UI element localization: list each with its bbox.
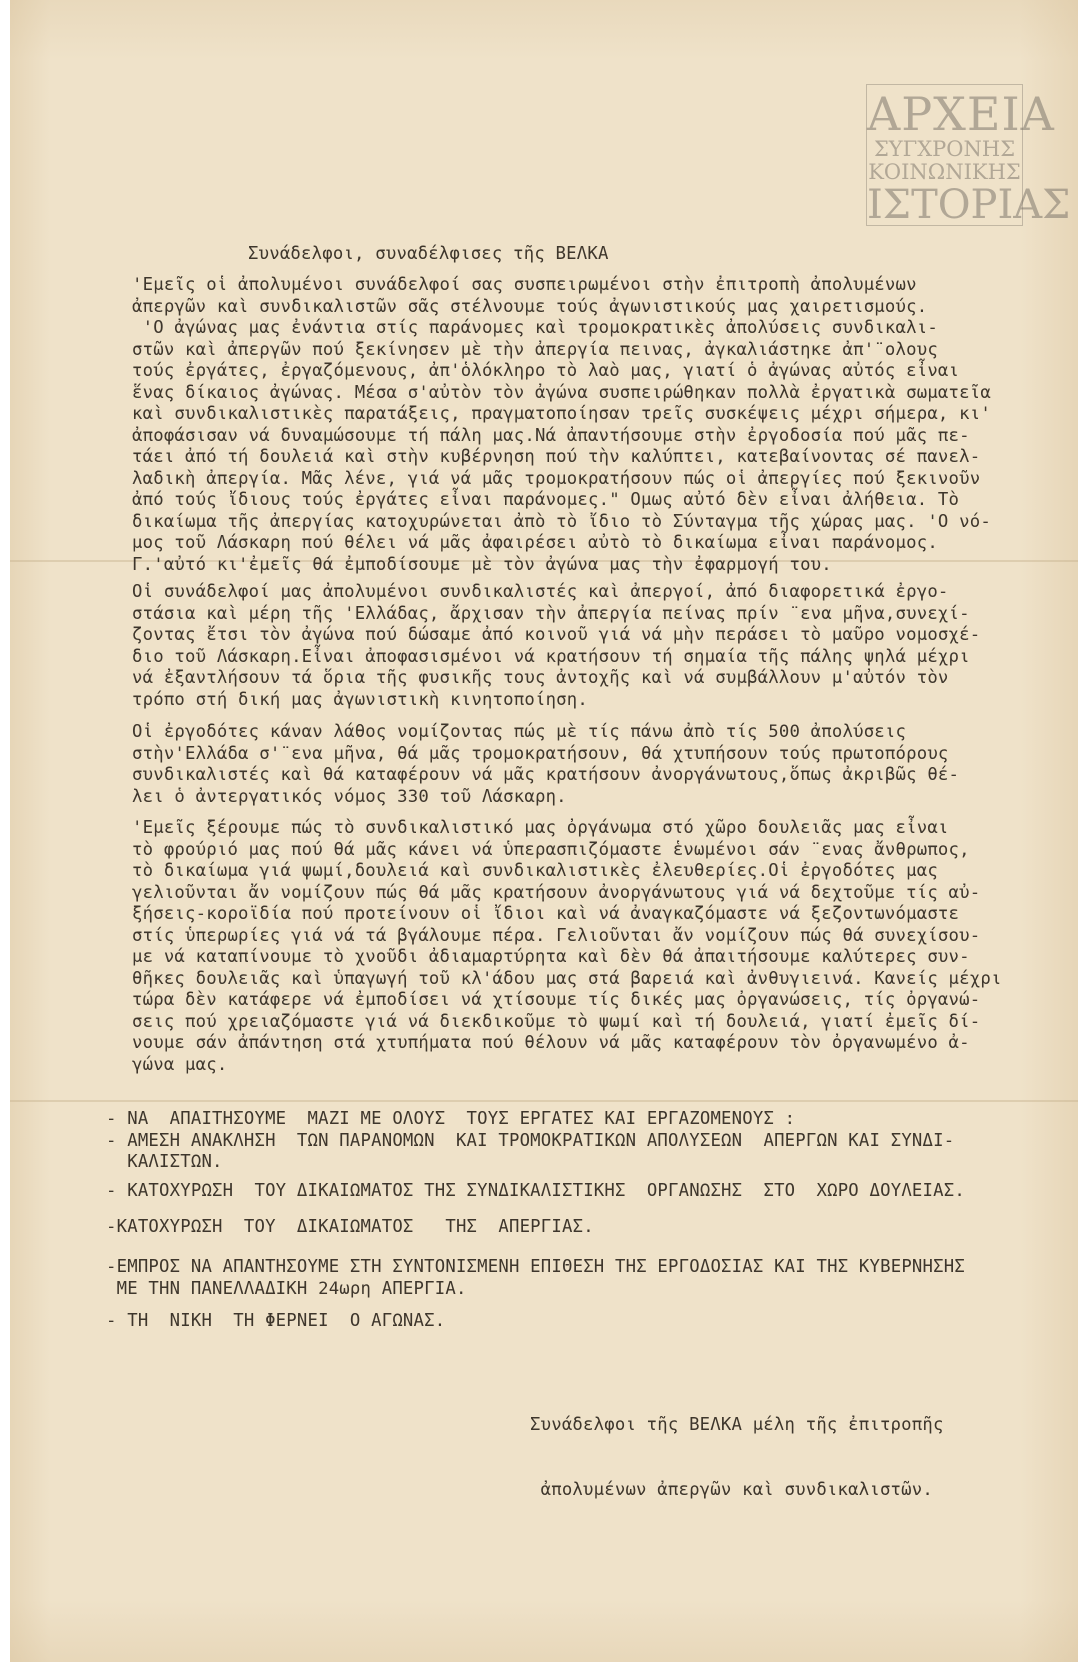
text-line: γελιοῦνται ἄν νομίζουν πώς θά μᾶς κρατήσουν ἀνοργάνωτους γιά νά δεχτοῦμε τίς αὐ- [132,882,981,903]
text-line: τὸ δικαίωμα γιά ψωμί,δουλειά καὶ συνδικαλιστικὲς ἐλευθερίες.Οἱ ἐργοδότες μας [132,861,938,881]
signature-line: Συνάδελφοι τῆς ΒΕΛΚΑ μέλη τῆς ἐπιτροπῆς [530,1415,944,1435]
text-line: νουμε σάν ἀπάντηση στά χτυπήματα πού θέλουν νά μᾶς καταφέρουν τὸν ὀργανωμένο ἀ- [132,1033,970,1053]
stamp-line: ΚΟΙΝΩΝΙΚΗΣ [868,160,1021,184]
text-line: τάει ἀπό τή δουλειά καὶ στὴν κυβέρνηση πού τὴν καλύπτει, κατεβαίνοντας σέ πανελ- [132,447,981,467]
demands-list [106,1109,965,1331]
demand-line: - ΤΗ ΝΙΚΗ ΤΗ ΦΕΡΝΕΙ Ο ΑΓΩΝΑΣ. [106,1311,446,1331]
text-line: στίς ὑπερωρίες γιά νά τά βγάλουμε πέρα. Γελιοῦνται ἄν νομίζουν πώς θά συνεχίσου- [132,925,981,946]
stamp-line: ΑΡΧΕΙΑ [867,87,1055,141]
demand-line: -ΕΜΠΡΟΣ ΝΑ ΑΠΑΝΤΗΣΟΥΜΕ ΣΤΗ ΣΥΝΤΟΝΙΣΜΕΝΗ ΕΠΙΘΕΣΗ ΤΗΣ ΕΡΓΟΔΟΣΙΑΣ ΚΑΙ ΤΗΣ ΚΥΒΕΡΝΗΣΗΣ [106,1257,965,1277]
demand-line: ΚΑΛΙΣΤΩΝ. [106,1152,223,1172]
text-line: ἀποφάσισαν νά δυναμώσουμε τή πάλη μας.Νά ἀπαντήσουμε στὴν ἐργοδοσία πού μᾶς πε- [132,425,970,446]
demand-line: -ΚΑΤΟΧΥΡΩΣΗ ΤΟΥ ΔΙΚΑΙΩΜΑΤΟΣ ΤΗΣ ΑΠΕΡΓΙΑΣ. [106,1217,594,1237]
text-line: στῶν καὶ ἀπεργῶν πού ξεκίνησεν μὲ τὴν ἀπεργία πεινας, ἀγκαλιάστηκε ἀπ'¨ολους [132,339,938,360]
text-line: μος τοῦ Λάσκαρη πού θέλει νά μᾶς ἀφαιρέσει αὐτὸ τὸ δικαίωμα εἶναι παράνομος. [132,533,938,553]
demand-item [106,1181,965,1203]
paper-fold [10,1100,1078,1102]
text-line: λει ὁ ἀντεργατικός νόμος 330 τοῦ Λάσκαρη. [132,786,567,807]
text-line: δικαίωμα τῆς ἀπεργίας κατοχυρώνεται ἀπὸ τὸ ἴδιο τὸ Σύνταγμα τῆς χώρας μας. 'Ο νό- [132,511,991,532]
text-line: Γ.'αὐτό κι'ἐμεῖς θά ἐμποδίσουμε μὲ τὸν ἀγώνα μας τὴν ἐφαρμογή του. [132,554,832,575]
demand-line: - ΚΑΤΟΧΥΡΩΣΗ ΤΟΥ ΔΙΚΑΙΩΜΑΤΟΣ ΤΗΣ ΣΥΝΔΙΚΑΛΙΣΤΙΚΗΣ ΟΡΓΑΝΩΣΗΣ ΣΤΟ ΧΩΡΟ ΔΟΥΛΕΙΑΣ. [106,1181,965,1201]
demand-item [106,1109,954,1174]
signature-line: ἀπολυμένων ἀπεργῶν καὶ συνδικαλιστῶν. [530,1479,933,1500]
text-line: στάσια καὶ μέρη τῆς 'Ελλάδας, ἄρχισαν τὴν ἀπεργία πείνας πρίν ¨ενα μῆνα,συνεχί- [132,603,970,624]
text-line: 'Εμεῖς οἱ ἀπολυμένοι συνάδελφοί σας συσπειρωμένοι στὴν ἐπιτροπὴ ἀπολυμένων [132,275,917,295]
text-line: συνδικαλιστές καὶ θά καταφέρουν νά μᾶς κρατήσουν ἀνοργάνωτους,ὅπως ἀκριβῶς θέ- [132,765,960,785]
text-line: καὶ συνδικαλιστικὲς παρατάξεις, πραγματοποίησαν τρεῖς συσκέψεις μέχρι σήμερα, κι' [132,404,991,424]
text-line: διο τοῦ Λάσκαρη.Εἶναι ἀποφασισμένοι νά κρατήσουν τή σημαία τῆς πάλης ψηλά μέχρι [132,646,970,667]
demand-line: ΜΕ ΤΗΝ ΠΑΝΕΛΛΑΔΙΚΗ 24ωρη ΑΠΕΡΓΙΑ. [106,1278,467,1299]
text-line: τώρα δὲν κατάφερε νά ἐμποδίσει νά χτίσουμε τίς δικές μας ὀργανώσεις, τίς ὀργανώ- [132,990,981,1010]
stamp-line: ΙΣΤΟΡΙΑΣ [867,182,1071,228]
paragraph [132,582,980,711]
text-line: στὴν'Ελλάδα σ'¨ενα μῆνα, θά μᾶς τρομοκρατήσουν, θά χτυπήσουν τούς πρωτοπόρους [132,743,949,764]
demand-line: - ΝΑ ΑΠΑΙΤΗΣΟΥΜΕ ΜΑΖΙ ΜΕ ΟΛΟΥΣ ΤΟΥΣ ΕΡΓΑΤΕΣ ΚΑΙ ΕΡΓΑΖΟΜΕΝΟΥΣ : [106,1109,796,1129]
text-line: λαδικὴ ἀπεργία. Μᾶς λένε, γιά νά μᾶς τρομοκρατήσουν πώς οἱ ἀπεργίες πού ξεκινοῦν [132,468,981,489]
text-line: τρόπο στή δική μας ἀγωνιστικὴ κινητοποίηση. [132,689,588,710]
signature-block [530,1372,944,1544]
stamp-line: ΣΥΓΧΡΟΝΗΣ [873,137,1016,161]
text-line: Οἱ ἐργοδότες κάναν λάθος νομίζοντας πώς μὲ τίς πάνω ἀπὸ τίς 500 ἀπολύσεις [132,722,907,742]
text-line: ἀπεργῶν καὶ συνδικαλιστῶν σᾶς στέλνουμε τούς ἀγωνιστικούς μας χαιρετισμούς. [132,296,928,317]
paragraph [132,722,959,808]
text-line: 'Εμεῖς ξέρουμε πώς τὸ συνδικαλιστικό μας ὀργάνωμα στό χῶρο δουλειᾶς μας εἶναι [132,818,949,838]
text-line: με νά καταπίνουμε τὸ χνοῦδι ἀδιαμαρτύρητα καὶ δὲν θά ἀπαιτήσουμε καλύτερες συν- [132,947,970,967]
demand-item [106,1217,594,1239]
text-line: θῆκες δουλειᾶς καὶ ὑπαγωγή τοῦ κλ'άδου μας στά βαρειά καὶ ἀνθυγιεινά. Κανείς μέχρι [132,968,1002,989]
text-line: Οἱ συνάδελφοί μας ἀπολυμένοι συνδικαλιστές καὶ ἀπεργοί, ἀπό διαφορετικά ἐργο- [132,582,949,602]
text-line: ζοντας ἔτσι τὸν ἀγώνα πού δώσαμε ἀπό κοινοῦ γιά νά μὴν περάσει τὸ μαῦρο νομοσχέ- [132,625,981,645]
text-line: ἀπό τούς ἴδιους τούς ἐργάτες εἶναι παράνομες." Ομως αὐτό δὲν εἶναι ἀλήθεια. Τὸ [132,490,960,510]
text-line: τὸ φρούριό μας πού θά μᾶς κάνει νά ὑπερασπιζόμαστε ἑνωμένοι σάν ¨ενας ἄνθρωπος, [132,839,970,860]
document-page [10,0,1078,1662]
text-line: ξήσεις-κοροϊδία πού προτείνουν οἱ ἴδιοι καὶ νά ἀναγκαζόμαστε νά ξεζοντωνόμαστε [132,904,960,924]
paragraph [132,275,991,576]
text-line: νά ἐξαντλήσουν τά ὅρια τῆς φυσικῆς τους ἀντοχῆς καὶ νά συμβάλλουν μ'αὐτόν τὸν [132,668,949,688]
greeting-heading: Συνάδελφοι, συναδέλφισες τῆς ΒΕΛΚΑ [248,244,609,264]
text-line: ἕνας δίκαιος ἀγώνας. Μέσα σ'αὐτὸν τὸν ἀγώνα συσπειρώθηκαν πολλὰ ἐργατικὰ σωματεῖα [132,382,991,403]
demand-item [106,1311,445,1333]
archive-stamp [866,84,1071,228]
paragraph [132,818,1002,1076]
text-line: γώνα μας. [132,1054,228,1075]
demand-item [106,1257,965,1300]
text-line: τούς ἐργάτες, ἐργαζόμενους, ἀπ'ὁλόκληρο τὸ λαὸ μας, γιατί ὁ ἀγώνας αὐτός εἶναι [132,361,960,381]
text-line: 'Ο ἀγώνας μας ἐνάντια στίς παράνομες καὶ τρομοκρατικὲς ἀπολύσεις συνδικαλι- [132,318,938,338]
text-line: σεις πού χρειαζόμαστε γιά νά διεκδικοῦμε τὸ ψωμί καὶ τή δουλειά, γιατί ἐμεῖς δί- [132,1011,981,1032]
demand-line: - ΑΜΕΣΗ ΑΝΑΚΛΗΣΗ ΤΩΝ ΠΑΡΑΝΟΜΩΝ ΚΑΙ ΤΡΟΜΟΚΡΑΤΙΚΩΝ ΑΠΟΛΥΣΕΩΝ ΑΠΕΡΓΩΝ ΚΑΙ ΣΥΝΔΙ- [106,1130,955,1151]
